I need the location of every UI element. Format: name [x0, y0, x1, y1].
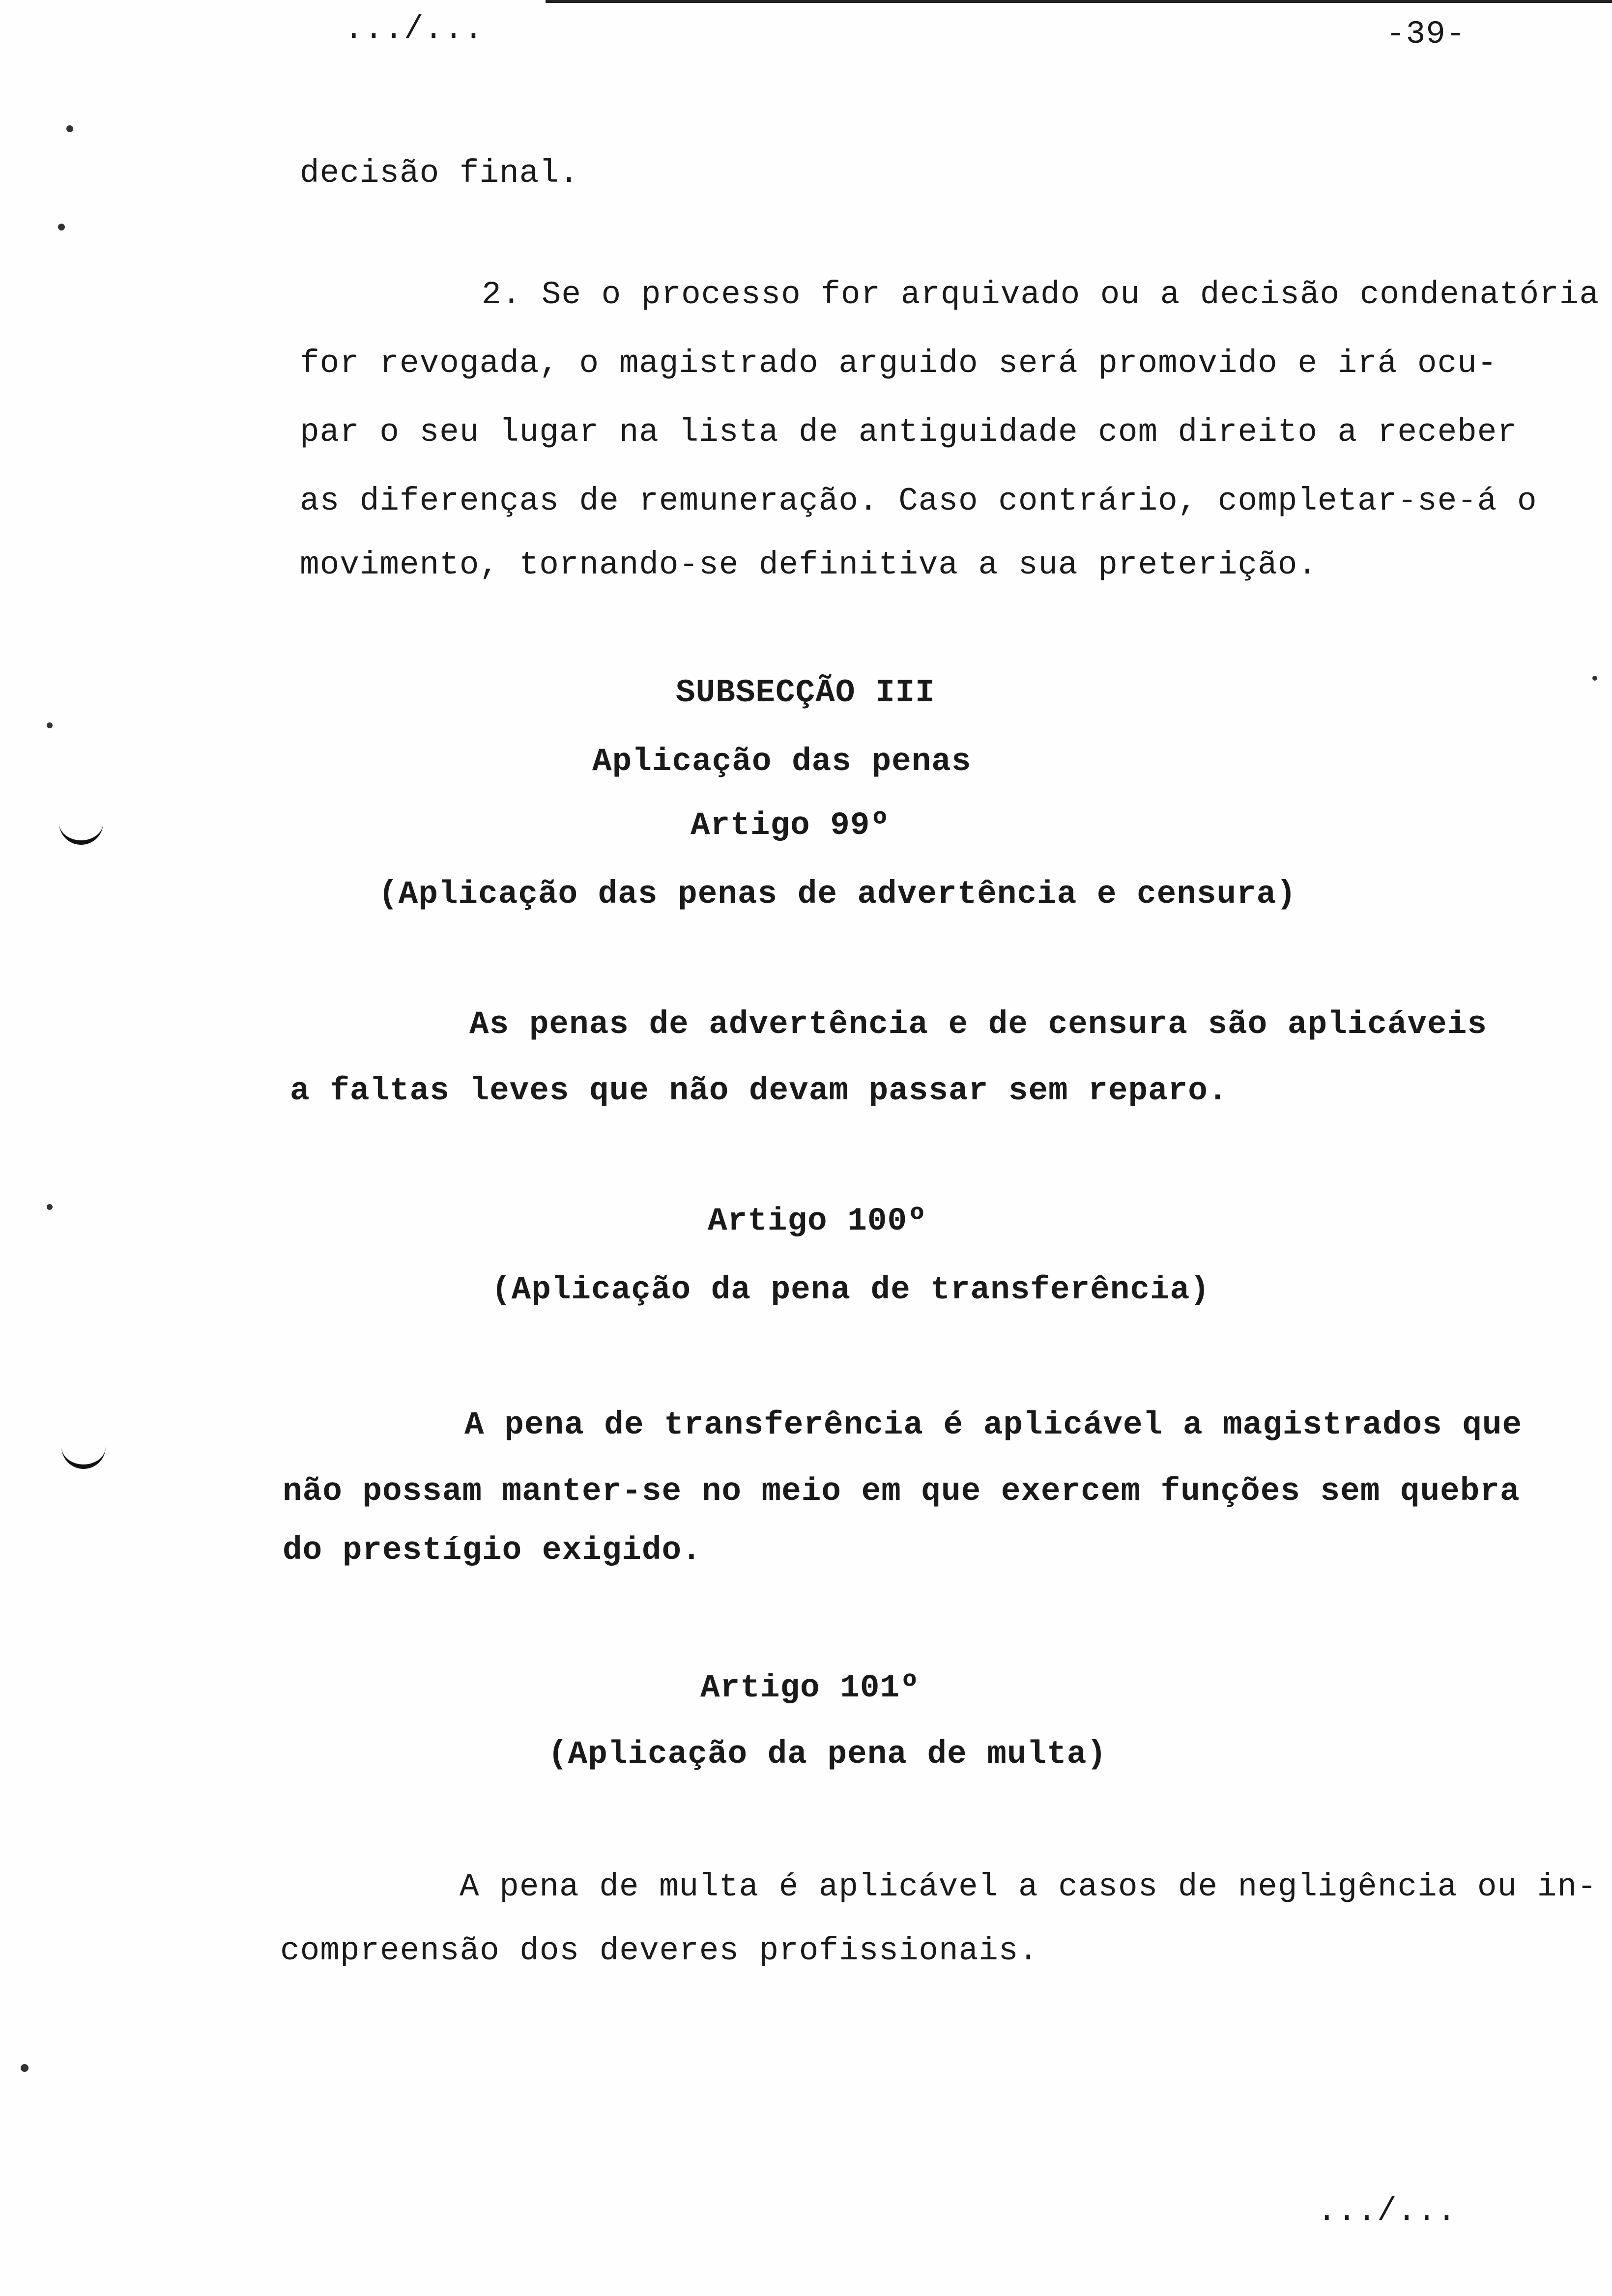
margin-mark: [61, 1445, 106, 1469]
article-99-text-line-1: As penas de advertência e de censura são aplicáveis: [469, 1006, 1487, 1043]
paragraph-2-line-1: 2. Se o processo for arquivado ou a decisão condenatória: [482, 276, 1599, 313]
article-101-subtitle: (Aplicação da pena de multa): [548, 1736, 1107, 1773]
article-99-text-line-2: a faltas leves que não devam passar sem reparo.: [290, 1072, 1228, 1109]
continuation-mark-top: .../...: [344, 11, 484, 48]
paragraph-2-line-2: for revogada, o magistrado arguido será promovido e irá ocu-: [300, 345, 1497, 382]
article-100-subtitle: (Aplicação da pena de transferência): [491, 1271, 1210, 1308]
paragraph-2-line-4: as diferenças de remuneração. Caso contrário, completar-se-á o: [300, 483, 1537, 519]
margin-mark: [59, 821, 103, 845]
article-100-title: Artigo 100º: [708, 1203, 927, 1239]
article-101-text-line-1: A pena de multa é aplicável a casos de negligência ou in-: [460, 1868, 1597, 1905]
article-100-text-line-1: A pena de transferência é aplicável a magistrados que: [464, 1406, 1523, 1443]
article-99-title: Artigo 99º: [691, 807, 891, 844]
page-number: -39-: [1386, 16, 1466, 53]
article-101-text-line-2: compreensão dos deveres profissionais.: [280, 1932, 1039, 1969]
scan-speck: [1592, 676, 1597, 681]
scan-speck: [47, 722, 53, 728]
subsection-subtitle: Aplicação das penas: [592, 743, 972, 780]
paragraph-2-line-3: par o seu lugar na lista de antiguidade com direito a receber: [300, 414, 1517, 451]
article-101-title: Artigo 101º: [700, 1669, 920, 1706]
top-rule: [546, 0, 1612, 3]
article-99-subtitle: (Aplicação das penas de advertência e censura): [378, 876, 1296, 913]
scan-speck: [58, 224, 65, 230]
subsection-title: SUBSECÇÃO III: [676, 674, 935, 711]
scan-speck: [47, 1204, 53, 1210]
continuation-mark-bottom: .../...: [1317, 2193, 1457, 2230]
scan-speck: [66, 125, 73, 132]
paragraph-2-line-5: movimento, tornando-se definitiva a sua preterição.: [300, 546, 1318, 583]
scan-speck: [21, 2064, 29, 2072]
article-100-text-line-3: do prestígio exigido.: [283, 1532, 702, 1569]
body-line-final: decisão final.: [300, 155, 579, 192]
article-100-text-line-2: não possam manter-se no meio em que exercem funções sem quebra: [283, 1473, 1520, 1510]
